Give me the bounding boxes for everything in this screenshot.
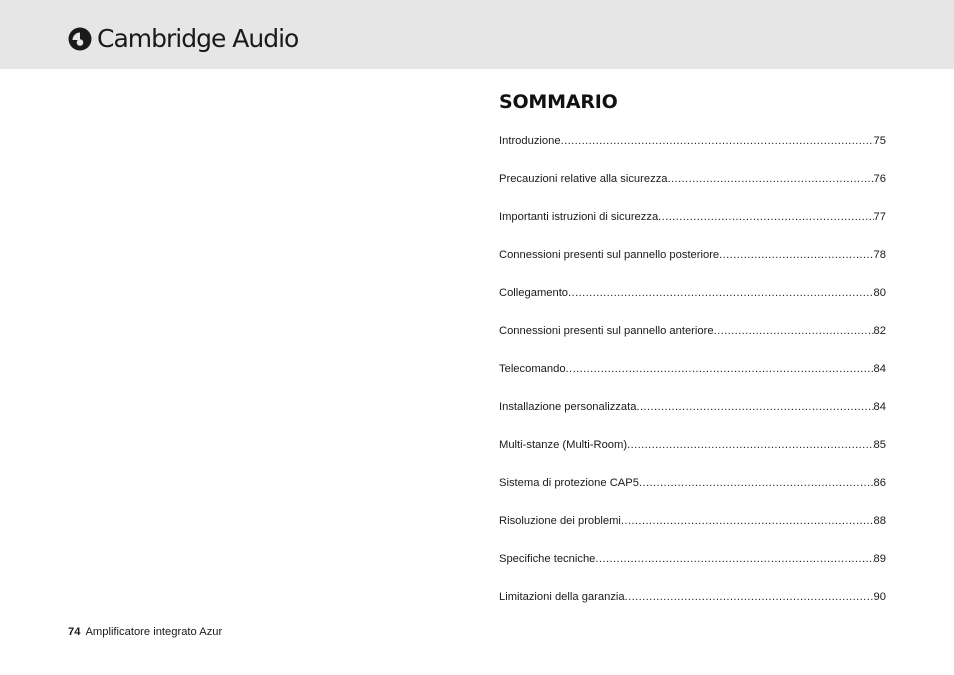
- toc-entry-label: Importanti istruzioni di sicurezza: [499, 211, 659, 223]
- table-of-contents: [499, 131, 886, 625]
- page-title: SOMMARIO: [499, 91, 618, 113]
- toc-entry-label: Risoluzione dei problemi: [499, 515, 621, 527]
- brand-logo: [68, 22, 298, 56]
- toc-entry[interactable]: [499, 207, 886, 245]
- toc-leader-dots: [561, 131, 874, 151]
- toc-leader-dots: [658, 207, 873, 227]
- toc-leader-dots: [566, 359, 874, 379]
- toc-entry-label: Multi-stanze (Multi-Room): [499, 439, 628, 451]
- toc-entry-label: Connessioni presenti sul pannello anteriore: [499, 325, 714, 337]
- toc-entry[interactable]: [499, 511, 886, 549]
- toc-entry-label: Collegamento: [499, 287, 569, 299]
- toc-entry-label: Telecomando: [499, 363, 566, 375]
- header-band: [0, 0, 954, 69]
- toc-leader-dots: [621, 511, 874, 531]
- brand-name: Cambridge Audio: [97, 24, 299, 53]
- toc-entry[interactable]: [499, 587, 886, 625]
- toc-leader-dots: [668, 169, 874, 189]
- toc-entry-page: 90: [873, 591, 886, 603]
- toc-leader-dots: [639, 473, 874, 493]
- toc-entry-page: 84: [873, 401, 886, 413]
- page-footer: [68, 624, 222, 640]
- toc-entry-page: 77: [873, 211, 886, 223]
- footer-text: Amplificatore integrato Azur: [85, 626, 223, 638]
- toc-entry-label: Limitazioni della garanzia: [499, 591, 625, 603]
- toc-entry[interactable]: [499, 131, 886, 169]
- toc-entry-page: 84: [873, 363, 886, 375]
- toc-leader-dots: [719, 245, 873, 265]
- toc-entry[interactable]: [499, 245, 886, 283]
- toc-leader-dots: [568, 283, 874, 303]
- page-number: 74: [68, 626, 81, 638]
- toc-entry[interactable]: [499, 397, 886, 435]
- toc-entry-page: 75: [873, 135, 886, 147]
- cambridge-audio-logo-icon: [68, 27, 92, 51]
- toc-entry-page: 89: [873, 553, 886, 565]
- toc-entry[interactable]: [499, 359, 886, 397]
- toc-leader-dots: [627, 435, 873, 455]
- toc-entry[interactable]: [499, 435, 886, 473]
- toc-entry-page: 85: [873, 439, 886, 451]
- toc-entry-label: Specifiche tecniche: [499, 553, 596, 565]
- toc-leader-dots: [714, 321, 874, 341]
- toc-entry[interactable]: [499, 321, 886, 359]
- toc-entry-page: 86: [873, 477, 886, 489]
- toc-entry-page: 82: [873, 325, 886, 337]
- toc-entry[interactable]: [499, 473, 886, 511]
- toc-entry[interactable]: [499, 549, 886, 587]
- toc-entry-page: 80: [873, 287, 886, 299]
- toc-entry-label: Introduzione: [499, 135, 561, 147]
- toc-entry-label: Installazione personalizzata: [499, 401, 637, 413]
- toc-entry-page: 88: [873, 515, 886, 527]
- toc-entry[interactable]: [499, 283, 886, 321]
- toc-leader-dots: [595, 549, 873, 569]
- toc-entry-page: 78: [873, 249, 886, 261]
- toc-entry-label: Precauzioni relative alla sicurezza: [499, 173, 668, 185]
- toc-entry-label: Connessioni presenti sul pannello posteriore: [499, 249, 720, 261]
- toc-leader-dots: [625, 587, 874, 607]
- toc-entry-label: Sistema di protezione CAP5: [499, 477, 639, 489]
- toc-entry-page: 76: [873, 173, 886, 185]
- toc-leader-dots: [636, 397, 873, 417]
- toc-entry[interactable]: [499, 169, 886, 207]
